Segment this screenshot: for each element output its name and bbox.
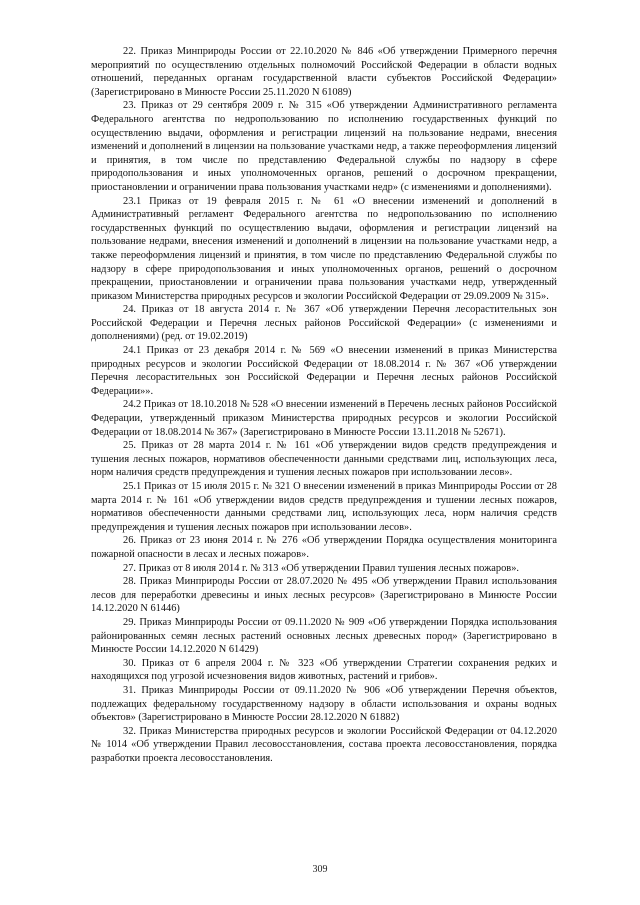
page-number: 309 [312, 864, 328, 875]
list-item-23-1: 23.1 Приказ от 19 февраля 2015 г. № 61 «О внесении изменений и дополнений в Административный регламент Федерального агентства по недропользованию по исполнению государственных функций по осуществлению выдачи, оформления и регистрации лицензий на пользование недрами, внесения изменений и дополнений в лицензии на пользование участками недр, а также переоформления лицензий и принятия, в том числе по представлению Федеральной службы по надзору в сфере природопользования и иных уполномоченных органов, решений о досрочном прекращении, приостановлении и ограничении права пользования участками недр, утвержденный приказом Министерства природных ресурсов и экологии Российской Федерации от 29.09.2009 № 315». [91, 195, 557, 302]
list-item-30: 30. Приказ от 6 апреля 2004 г. № 323 «Об утверждении Стратегии сохранения редких и находящихся под угрозой исчезновения видов животных, растений и грибов». [91, 657, 557, 683]
list-item-29: 29. Приказ Минприроды России от 09.11.2020 № 909 «Об утверждении Порядка использования районированных семян лесных растений основных лесных древесных пород» (Зарегистрировано в Минюсте России 14.12.2020 N 61429) [91, 616, 557, 656]
list-item-25: 25. Приказ от 28 марта 2014 г. № 161 «Об утверждении видов средств предупреждения и тушения лесных пожаров, нормативов обеспеченности данными средствами лиц, использующих леса, норм наличия средств предупреждения и тушения лесных пожаров при использовании лесов». [91, 440, 557, 479]
list-item-26: 26. Приказ от 23 июня 2014 г. № 276 «Об утверждении Порядка осуществления мониторинга пожарной опасности в лесах и лесных пожаров». [91, 535, 557, 560]
list-item-28: 28. Приказ Минприроды России от 28.07.2020 № 495 «Об утверждении Правил использования лесов для переработки древесины и иных лесных ресурсов» (Зарегистрировано в Минюсте России 14.12.2020 N 61446) [91, 576, 557, 615]
list-item-23: 23. Приказ от 29 сентября 2009 г. № 315 «Об утверждении Административного регламента Федерального агентства по недропользованию по исполнению государственных функций по осуществлению выдачи, оформления и регистрации лицензий на пользование недрами, внесения изменений и дополнений в лицензии на пользование участками недр, а также переоформления лицензий и принятия, в том числе по представлению Федеральной службы по надзору в сфере природопользования и иных уполномоченных органов, решений о досрочном прекращении, приостановлении и ограничении права пользования участками недр» (с изменениями и дополнениями). [91, 100, 557, 193]
list-item-24-2: 24.2 Приказ от 18.10.2018 № 528 «О внесении изменений в Перечень лесных районов Российской Федерации, утвержденный приказом Министерства природных ресурсов и экологии Российской Федерации от 18.08.2014 № 367» (Зарегистрировано в Минюсте России 13.11.2018 № 52671). [91, 399, 557, 438]
list-item-25-1: 25.1 Приказ от 15 июля 2015 г. № 321 О внесении изменений в приказ Минприроды России от 28 марта 2014 г. № 161 «Об утверждении видов средств предупреждения и тушении лесных пожаров, нормативов обеспеченности данными средствами лиц, использующих леса, норм наличия средств предупреждения и тушения лесных пожаров при использовании лесов». [91, 481, 557, 533]
document-body [91, 45, 557, 765]
list-item-22: 22. Приказ Минприроды России от 22.10.2020 № 846 «Об утверждении Примерного перечня мероприятий по осуществлению отдельных полномочий Российской Федерации в области водных отношений, переданных органам государственной власти субъектов Российской Федерации» (Зарегистрировано в Минюсте России 25.11.2020 N 61089) [91, 46, 557, 98]
list-item-24-1: 24.1 Приказ от 23 декабря 2014 г. № 569 «О внесении изменений в приказ Министерства природных ресурсов и экологии Российской Федерации от 18.08.2014 г. № 367 «Об утверждении Перечня лесорастительных зон Российской Федерации и Перечня лесных районов Российской Федерации»». [91, 345, 557, 397]
list-item-27: 27. Приказ от 8 июля 2014 г. № 313 «Об утверждении Правил тушения лесных пожаров». [123, 562, 520, 574]
list-item-24: 24. Приказ от 18 августа 2014 г. № 367 «Об утверждении Перечня лесорастительных зон Российской Федерации и Перечня лесных районов Российской Федерации» (с изменениями и дополнениями) (ред. от 19.02.2019) [91, 304, 557, 343]
list-item-31: 31. Приказ Минприроды России от 09.11.2020 № 906 «Об утверждении Перечня объектов, подлежащих федеральному государственному надзору в области использования и охраны водных объектов» (Зарегистрировано в Минюсте России 28.12.2020 N 61882) [91, 684, 557, 724]
list-item-32: 32. Приказ Министерства природных ресурсов и экологии Российской Федерации от 04.12.2020 № 1014 «Об утверждении Правил лесовосстановления, состава проекта лесовосстановления, порядка разработки проекта лесовосстановления. [91, 725, 557, 764]
